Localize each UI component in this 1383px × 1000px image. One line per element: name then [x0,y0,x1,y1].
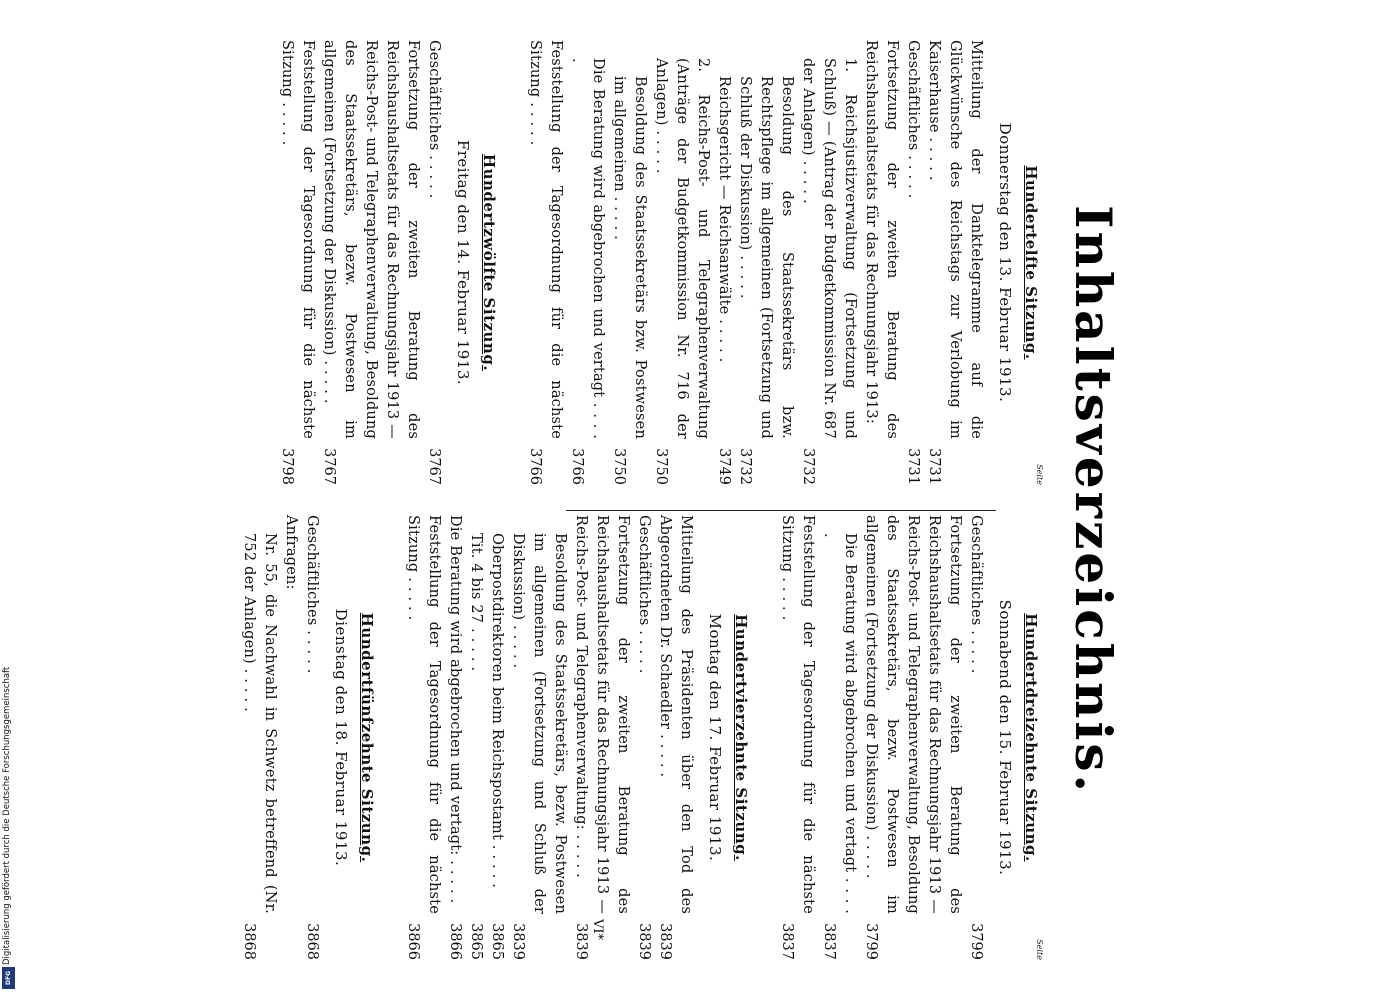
toc-entry-text: Fortsetzung der zweiten Beratung des Reichshaushaltsetats für das Rechnungsjahr 1913 — Reichs-Post- und Telegraphenverwaltung, Besoldung des Staatssekretärs, bezw. Postwesen im allgemeinen (Fortsetzung der Diskussion) . . . . . [321,40,421,439]
toc-entry [570,515,633,960]
toc-entry-page: 3732 [737,448,753,485]
toc-entry-text: Reichsgericht — Reichsanwälte . . . . . [716,76,732,363]
session-date: Sonnabend den 15. Februar 1913. [996,599,1014,876]
toc-entry [524,40,566,485]
toc-entry-text: Mitteilung des Präsidenten über den Tod des Abgeordneten Dr. Schaedler . . . . . [657,515,694,914]
toc-entry [776,515,818,960]
toc-entry [860,515,965,960]
toc-entry [238,515,280,960]
session-block [238,515,376,960]
toc-entry-page: 3766 [527,448,543,485]
toc-entry-text: Die Beratung wird abgebrochen und vertagt: . . . . . [447,515,463,904]
toc-entry-text: Feststellung der Tagesordnung für die nächste Sitzung . . . . . [279,40,316,439]
toc-entry-page: 3750 [611,448,627,485]
toc-entry [965,515,986,960]
toc-entry-text: Besoldung des Staatssekretärs bzw. Postwesen im allgemeinen . . . . . [611,76,648,439]
toc-entry-page: 3767 [426,448,442,485]
toc-entry-text: 2. Reichs-Post- und Telegraphenverwaltung (Anträge der Budgetkommission Nr. 716 der Anlagen) . . . . . [653,58,711,439]
toc-entry-text: Besoldung des Staatssekretärs, bezw. Postwesen im allgemeinen (Fortsetzung und Schluß der Diskussion) . . . . . [510,533,568,914]
toc-entry [444,515,465,960]
toc-entry-text: Mitteilung der Danktelegramme auf die Glückwünsche des Reichstags zur Verlobung im Kaiserhause . . . . . [926,40,984,439]
toc-entry-text: Besoldung des Staatssekretärs bzw. Rechtspflege im allgemeinen (Fortsetzung und Schluß der Diskussion) . . . . . [737,76,795,439]
toc-entry [318,40,423,485]
session-date: Donnerstag den 13. Februar 1913. [996,122,1014,403]
toc-entry-text: Geschäftliches . . . . . [426,40,442,199]
toc-entry-page: 3799 [968,923,984,960]
session-block [276,40,498,485]
toc-entry-text: Geschäftliches . . . . . [636,515,652,674]
toc-entry-text: Geschäftliches . . . . . [968,515,984,674]
toc-entry-text: Fortsetzung der zweiten Beratung des Reichshaushaltsetats für das Rechnungsjahr 1913 — Reichs-Post- und Telegraphenverwaltung, Besoldung des Staatssekretärs, bezw. Postwesen im allgemeinen (Fortsetzung der Diskussion) . . . . . [863,515,963,914]
toc-entry [797,40,860,485]
toc-entry [734,40,797,485]
toc-entry [566,40,608,485]
toc-entry [902,40,923,485]
digitization-credit-text: Digitalisierung gefördert durch die Deutsche Forschungsgemeinschaft [2,666,12,965]
session-title: Hundertelfte Sitzung. [1022,165,1040,360]
toc-entry [633,515,654,960]
toc-entry-text: Die Beratung wird abgebrochen und vertagt . . . . . [569,58,606,439]
toc-entry-page: 3732 [800,448,816,485]
session-title: Hundertzwölfte Sitzung. [480,153,498,372]
page-signature: VI* [590,918,605,940]
seite-label: Seite [1035,464,1044,485]
toc-entry-text: Geschäftliches . . . . . [304,515,320,674]
toc-entry-page: 3798 [279,448,295,485]
toc-entry-page: 3868 [241,923,257,960]
toc-entry-page: 3837 [779,923,795,960]
toc-entry [818,515,860,960]
toc-entry [301,515,322,960]
toc-entry [486,515,507,960]
toc-entry-text: Nr. 55, die Nachwahl in Schwetz betreffend (Nr. 752 der Anlagen) . . . . . [241,533,278,914]
toc-entry-page: 3799 [863,923,879,960]
toc-entry-page: 3766 [569,448,585,485]
toc-entry-page: 3749 [716,448,732,485]
toc-entry [713,40,734,485]
toc-entry-page: 3839 [510,923,526,960]
toc-entry-page: 3866 [447,923,463,960]
scanned-page [180,0,1140,1000]
toc-entry [860,40,902,485]
seite-label: Seite [1035,939,1044,960]
toc-entry-text: 1. Reichsjustizverwaltung (Fortsetzung und Schluß) — (Antrag der Budgetkommission Nr. 687 der Anlagen) . . . . . [800,58,858,439]
toc-entry-text: Feststellung der Tagesordnung für die nächste Sitzung . . . . . [527,40,564,439]
session-block [776,515,1040,960]
toc-entry-text: Fortsetzung der zweiten Beratung des Reichshaushaltsetats für das Rechnungsjahr 1913: [863,40,900,439]
toc-entry-page: 3750 [653,448,669,485]
toc-entry [276,40,318,485]
toc-entry [507,515,570,960]
toc-entry-page: 3865 [489,923,505,960]
toc-entry-text: Fortsetzung der zweiten Beratung des Reichshaushaltsetats für das Rechnungsjahr 1913 — Reichs-Post- und Telegraphenverwaltung: . . . . . [573,515,631,914]
session-block [402,515,750,960]
toc-entry-text: Geschäftliches . . . . . [905,40,921,199]
sidebar-credit [0,0,18,1000]
toc-entry-page: 3839 [657,923,673,960]
toc-entry-text: Feststellung der Tagesordnung für die nächste Sitzung . . . . . [405,515,442,914]
toc-entry-text: Oberpostdirektoren beim Reichspostamt . . . . . [489,533,505,889]
toc-entry [423,40,444,485]
session-title: Hundertdreizehnte Sitzung. [1022,613,1040,862]
toc-entry-text: Tit. 4 bis 27 . . . . . [468,533,484,672]
toc-entry-page: 3731 [905,448,921,485]
toc-entry-page: 3731 [926,448,942,485]
toc-entry-page: 3868 [304,923,320,960]
toc-entry-page: 3839 [573,923,589,960]
toc-entry [650,40,713,485]
toc-entry-page: 3837 [821,923,837,960]
toc-entry-text: Anfragen: [283,515,299,590]
toc-entry [654,515,696,960]
page-title: Inhaltsverzeichnis. [1064,205,1123,795]
toc-entry-text: Feststellung der Tagesordnung für die nächste Sitzung . . . . . [779,515,816,914]
toc-entry [280,515,301,960]
right-column [212,515,1044,960]
toc-entry [923,40,986,485]
column-divider [566,510,996,511]
session-title: Hundertvierzehnte Sitzung. [732,614,750,861]
toc-entry-page: 3767 [321,448,337,485]
session-date: Montag den 17. Februar 1913. [706,613,724,862]
session-title: Hundertfünfzehnte Sitzung. [358,612,376,863]
toc-entry-page: 3865 [468,923,484,960]
toc-entry [402,515,444,960]
session-block [524,40,1040,485]
session-date: Freitag den 14. Februar 1913. [454,139,472,386]
session-date: Dienstag den 18. Februar 1913. [332,608,350,867]
toc-entry-page: 3866 [405,923,421,960]
toc-entry [465,515,486,960]
toc-entry [608,40,650,485]
toc-entry-page: 3839 [636,923,652,960]
toc-columns [212,40,1044,960]
toc-entry-text: Die Beratung wird abgebrochen und vertagt . . . . . [821,533,858,914]
left-column [212,40,1044,485]
dfg-logo: DFG [2,967,15,989]
